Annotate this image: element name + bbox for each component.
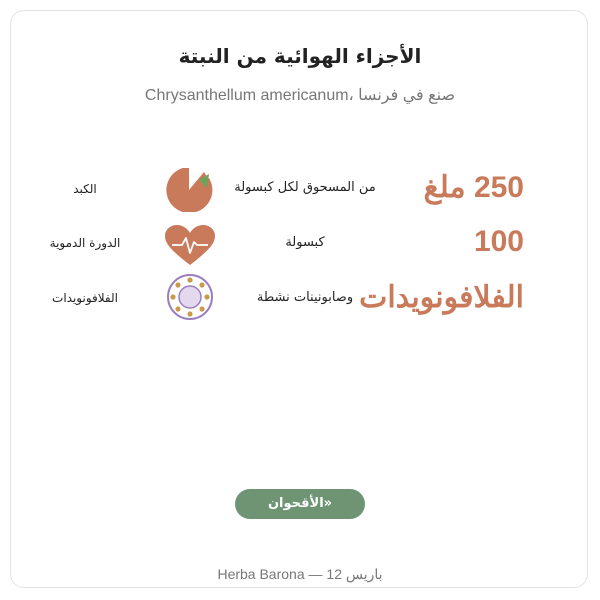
plant-name-tag: «الأقحوان الأمريكي» [235, 489, 365, 519]
flavonoids-value: الفلافونويدات [359, 281, 524, 314]
heart-pulse-icon [164, 225, 216, 267]
dose-value: 250 ملغ [423, 171, 524, 204]
saponins-description: وصابونينات نشطة [256, 290, 354, 305]
footer-address: باريس 12 — Herba Barona [217, 566, 383, 582]
liver-label: الكبد [73, 182, 97, 196]
page-title: الأجزاء الهوائية من النبتة [178, 44, 422, 68]
capsule-description: كبسولة [285, 235, 325, 250]
flavonoids-label: الفلافونويدات [52, 291, 118, 305]
page-subtitle: صنع في فرنسا ،Chrysanthellum americanum [144, 87, 456, 104]
cell-circle-icon [165, 272, 215, 322]
liver-pie-icon [163, 168, 215, 212]
capsule-count-value: 100 [473, 225, 524, 258]
circulation-label: الدورة الدموية [49, 236, 121, 250]
dose-description: من المسحوق لكل كبسولة [234, 180, 376, 195]
